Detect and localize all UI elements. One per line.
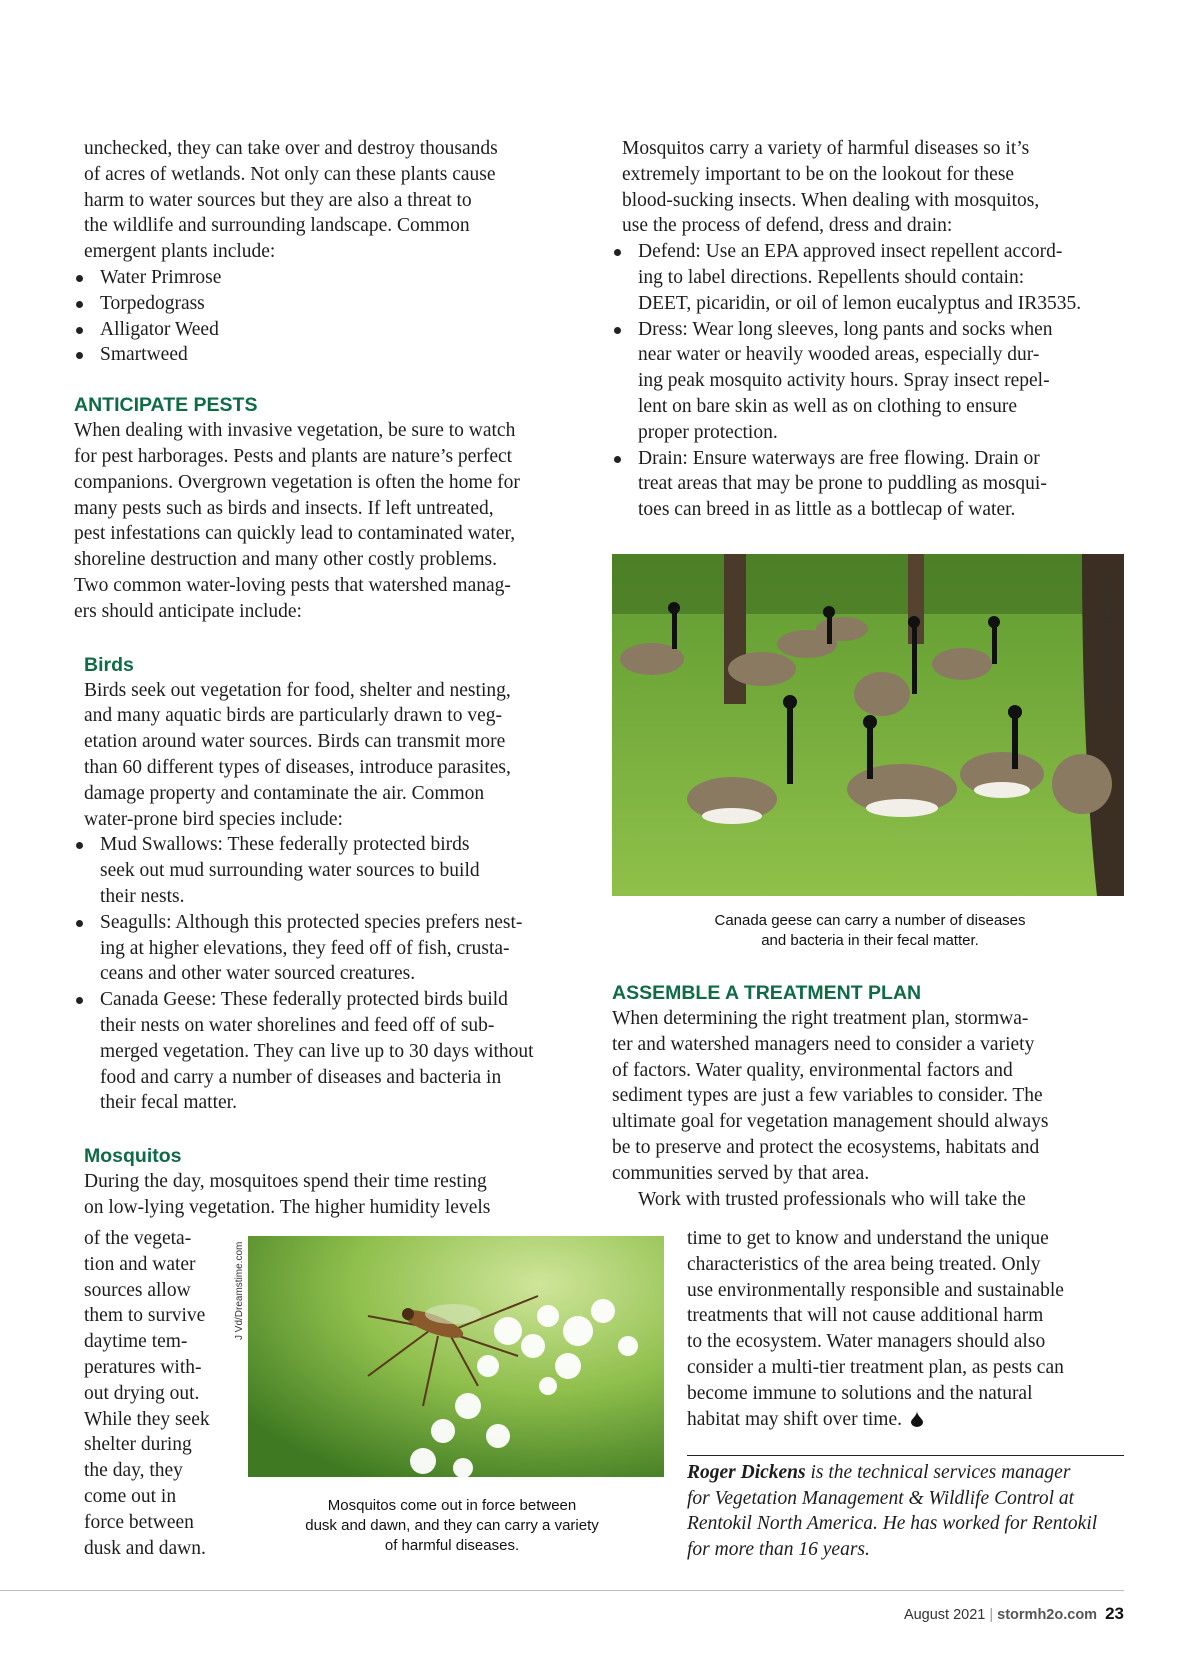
author-bio: Roger Dickens is the technical services manager for Vegetation Management & Wildlife Control at Rentokil North America. He has worked for Rentokil for more than 16 years. [687, 1462, 1098, 1560]
work-first-line: Work with trusted professionals who will take the [638, 1188, 1026, 1210]
footer-divider [0, 1590, 1124, 1591]
mosquito-photo [248, 1236, 664, 1477]
list-item: Torpedograss [74, 291, 594, 317]
geese-photo-caption: Canada geese can carry a number of diseases and bacteria in their fecal matter. [714, 912, 1026, 949]
mosquitos-paragraph: During the day, mosquitoes spend their time resting on low-lying vegetation. The higher humidity levels [84, 1171, 491, 1218]
list-item: Canada Geese: These federally protected birds build their nests on water shorelines and feed off of sub- merged vegetation. They can live up to 30 days without food and carry a number of diseases and bacteria in their fecal matter. [74, 987, 594, 1116]
end-mark-icon [911, 1409, 923, 1435]
left-column [74, 136, 594, 1221]
list-item: Alligator Weed [74, 317, 594, 343]
section-heading-anticipate: ANTICIPATE PESTS [74, 394, 258, 417]
mosquitos-wrap-text: of the vegeta- tion and water sources allow them to survive daytime tem- peratures with- out drying out. While they seek shelter during the day, they come out in force between dusk and dawn. [84, 1228, 210, 1559]
author-name: Roger Dickens [687, 1462, 806, 1483]
intro-paragraph: unchecked, they can take over and destroy thousands of acres of wetlands. Not only can these plants cause harm to water sources but they are also a threat to the wildlife and surrounding landscape. Common emergent plants include: [84, 138, 498, 263]
bio-divider [687, 1455, 1124, 1456]
subheading-mosquitos: Mosquitos [84, 1145, 182, 1168]
right-column [612, 136, 1124, 523]
list-item: Smartweed [74, 342, 594, 368]
issue-date: August 2021 [903, 1607, 986, 1623]
mosquito-photo-credit: J Vd/Dreamstime.com [234, 1241, 245, 1340]
birds-paragraph: Birds seek out vegetation for food, shelter and nesting, and many aquatic birds are particularly drawn to veg- etation around water sources. Birds can transmit more than 60 different types of diseases, introduce parasites, damage property and contaminate the air. Common water-prone bird species include: [84, 679, 511, 830]
work-paragraph: time to get to know and understand the unique characteristics of the area being treated. Only use environmentally responsible and sustainable treatments that will not cause additional harm to the ecosystem. Water managers should also consider a multi-tier treatment plan, as pests can become immune to solutions and the natural habitat may shift over time. [687, 1226, 1127, 1434]
list-item: Mud Swallows: These federally protected birds seek out mud surrounding water sources to build their nests. [74, 832, 594, 909]
right-intro-paragraph: Mosquitos carry a variety of harmful diseases so it’s extremely important to be on the lookout for these blood-sucking insects. When dealing with mosquitos, use the process of defend, dress and drain: [622, 138, 1040, 237]
defend-dress-drain-list [612, 239, 1124, 523]
page-number: 23 [1105, 1604, 1124, 1623]
geese-illustration [612, 554, 1124, 896]
mosquito-illustration [248, 1236, 664, 1477]
bird-species-list [74, 832, 594, 1116]
anticipate-paragraph: When dealing with invasive vegetation, be sure to watch for pest harborages. Pests and plants are nature’s perfect companions. Overgrown vegetation is often the home for many pests such as birds and insects. If left untreated, pest infestations can quickly lead to contaminated water, shoreline destruction and many other costly problems. Two common water-loving pests that watershed manag- ers should anticipate include: [74, 420, 520, 622]
treatment-paragraph: When determining the right treatment plan, stormwa- ter and watershed managers need to consider a variety of factors. Water quality, environmental factors and sediment types are just a few variables to consider. The ultimate goal for vegetation management should always be to preserve and protect the ecosystems, habitats and communities served by that area. [612, 1008, 1049, 1184]
list-item: Water Primrose [74, 265, 594, 291]
mosquito-photo-caption: Mosquitos come out in force between dusk and dawn, and they can carry a variety of harmful diseases. [305, 1497, 599, 1554]
list-item: Dress: Wear long sleeves, long pants and socks when near water or heavily wooded areas, especially dur- ing peak mosquito activity hours. Spray insect repel- lent on bare skin as well as on clothing to ensure proper protection. [612, 317, 1124, 446]
page-footer: August 2021 | stormh2o.com 23 [903, 1604, 1124, 1623]
subheading-birds: Birds [84, 653, 134, 676]
section-heading-treatment: ASSEMBLE A TREATMENT PLAN [612, 982, 922, 1004]
geese-photo-credit: David Myers/Dreamstime.com [1102, 580, 1113, 714]
list-item: Seagulls: Although this protected species prefers nest- ing at higher elevations, they feed off of fish, crusta- ceans and other water sourced creatures. [74, 910, 594, 987]
emergent-plants-list [74, 265, 594, 368]
list-item: Defend: Use an EPA approved insect repellent accord- ing to label directions. Repellents should contain: DEET, picaridin, or oil of lemon eucalyptus and IR3535. [612, 239, 1124, 316]
list-item: Drain: Ensure waterways are free flowing. Drain or treat areas that may be prone to puddling as mosqui- toes can breed in as little as a bottlecap of water. [612, 446, 1124, 523]
geese-photo [612, 554, 1124, 896]
treatment-section [612, 980, 1124, 1212]
site-link[interactable]: stormh2o.com [997, 1607, 1098, 1623]
